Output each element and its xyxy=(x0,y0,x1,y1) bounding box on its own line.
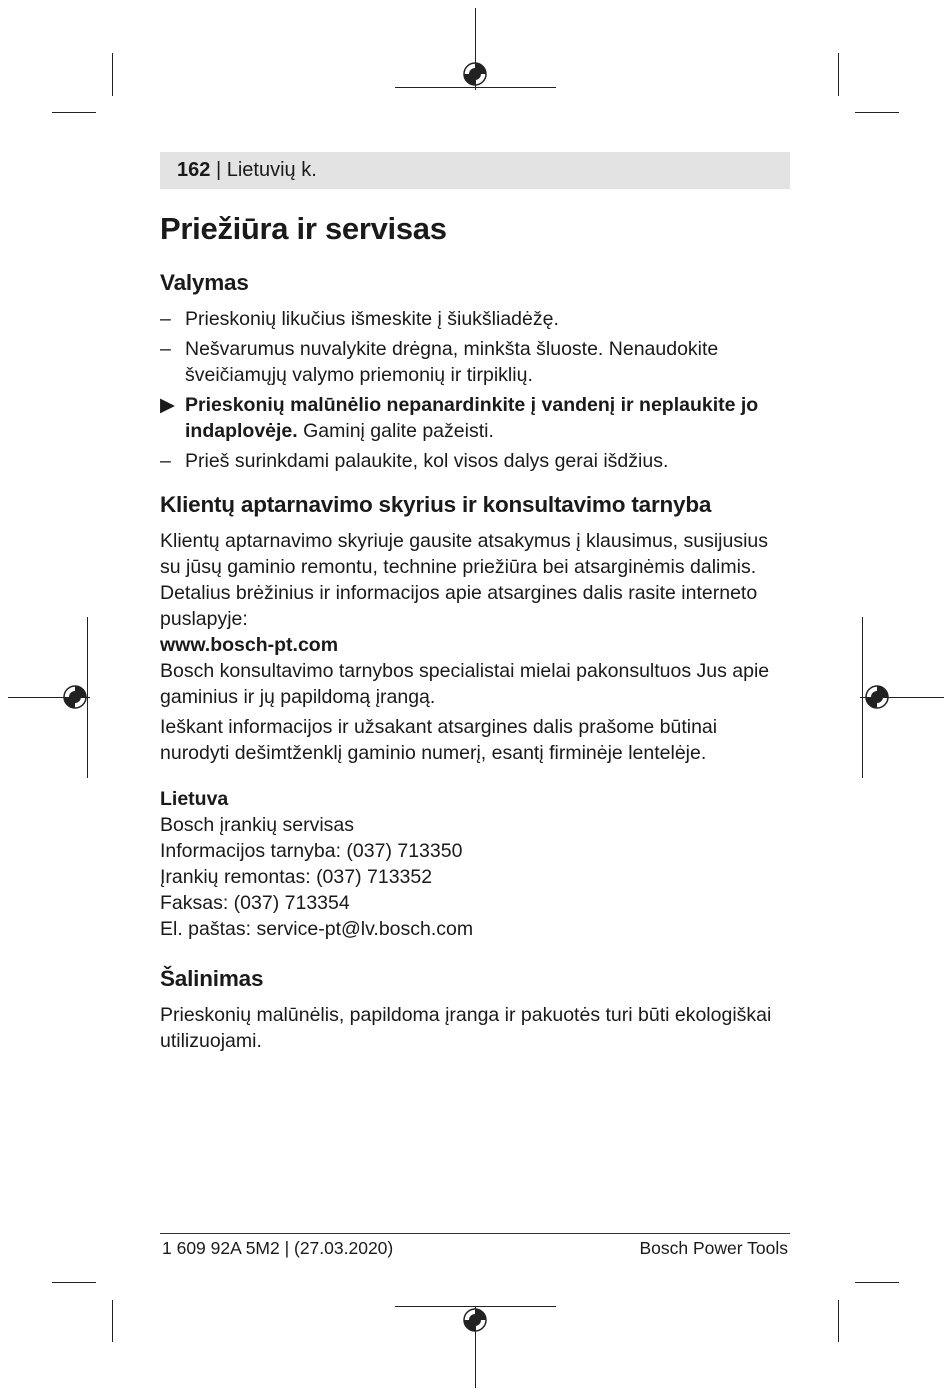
service-paragraph: Ieškant informacijos ir užsakant atsargines dalis prašome būtinai nurodyti dešimtženklį gaminio numerį, esantį firminėje lentelėje. xyxy=(160,716,718,764)
dash-marker: – xyxy=(160,308,171,330)
disposal-text: Prieskonių malūnėlis, papildoma įranga ir pakuotės turi būti ekologiškai utilizuojami. xyxy=(160,1004,772,1052)
warning-text: Gaminį galite pažeisti. xyxy=(297,420,494,442)
crop-mark xyxy=(838,53,839,96)
warning-bold-text: Prieskonių malūnėlio nepanardinkite į vandenį ir neplaukite jo indaplovėje. xyxy=(185,394,759,442)
list-item xyxy=(160,306,790,332)
page-title: Priežiūra ir servisas xyxy=(160,211,447,246)
page-number: 162 xyxy=(177,159,211,181)
footer-document-number: 1 609 92A 5M2 | (27.03.2020) xyxy=(162,1238,394,1258)
crop-mark xyxy=(112,1300,113,1342)
website-link[interactable]: www.bosch-pt.com xyxy=(160,634,339,656)
triangle-right-icon: ▶ xyxy=(160,394,175,416)
crop-mark xyxy=(838,1300,839,1342)
disposal-section xyxy=(160,964,790,1054)
service-heading: Klientų aptarnavimo skyrius ir konsultavimo tarnyba xyxy=(160,492,712,517)
list-item xyxy=(160,336,790,388)
page-content xyxy=(160,210,790,1070)
cleaning-list xyxy=(160,306,790,474)
registration-mark-icon xyxy=(864,684,890,710)
registration-mark-icon xyxy=(62,684,88,710)
contact-line: Įrankių remontas: (037) 713352 xyxy=(160,866,433,888)
crop-mark xyxy=(112,53,113,96)
contact-email: El. paštas: service-pt@lv.bosch.com xyxy=(160,918,474,940)
list-item-text: Prieskonių likučius išmeskite į šiukšliadėžę. xyxy=(185,308,559,330)
disposal-heading: Šalinimas xyxy=(160,966,264,991)
list-item-text: Nešvarumus nuvalykite drėgna, minkšta šluoste. Nenaudokite šveičiamųjų valymo priemonių ir tirpiklių. xyxy=(185,338,719,386)
service-paragraph: Klientų aptarnavimo skyriuje gausite atsakymus į klausimus, susijusius su jūsų gaminio remontu, technine priežiūra bei atsarginėmis dalimis. Detalius brėžinius ir informacijos apie atsargines dalis rasite interneto puslapyje: xyxy=(160,530,769,630)
contact-block xyxy=(160,786,790,942)
footer-brand: Bosch Power Tools xyxy=(639,1238,788,1258)
crop-mark xyxy=(855,1282,899,1283)
contact-line: Bosch įrankių servisas xyxy=(160,814,354,836)
crop-mark xyxy=(395,87,556,88)
page-header xyxy=(160,152,790,189)
header-language: Lietuvių k. xyxy=(226,159,317,181)
service-section xyxy=(160,490,790,766)
crop-mark xyxy=(52,1282,96,1283)
warning-item xyxy=(160,392,790,444)
cleaning-heading: Valymas xyxy=(160,270,249,295)
registration-mark-icon xyxy=(462,1307,488,1333)
dash-marker: – xyxy=(160,338,171,360)
contact-country: Lietuva xyxy=(160,788,229,810)
cleaning-section xyxy=(160,268,790,474)
dash-marker: – xyxy=(160,450,171,472)
list-item xyxy=(160,448,790,474)
service-paragraph: Bosch konsultavimo tarnybos specialistai mielai pakonsultuos Jus apie gaminius ir jų papildomą įrangą. xyxy=(160,660,770,708)
page-footer xyxy=(160,1233,790,1260)
registration-mark-icon xyxy=(462,61,488,87)
header-separator: | xyxy=(215,159,222,181)
list-item-text: Prieš surinkdami palaukite, kol visos dalys gerai išdžius. xyxy=(185,450,669,472)
crop-mark xyxy=(52,112,96,113)
crop-mark xyxy=(855,112,899,113)
contact-line: Informacijos tarnyba: (037) 713350 xyxy=(160,840,463,862)
contact-line: Faksas: (037) 713354 xyxy=(160,892,350,914)
